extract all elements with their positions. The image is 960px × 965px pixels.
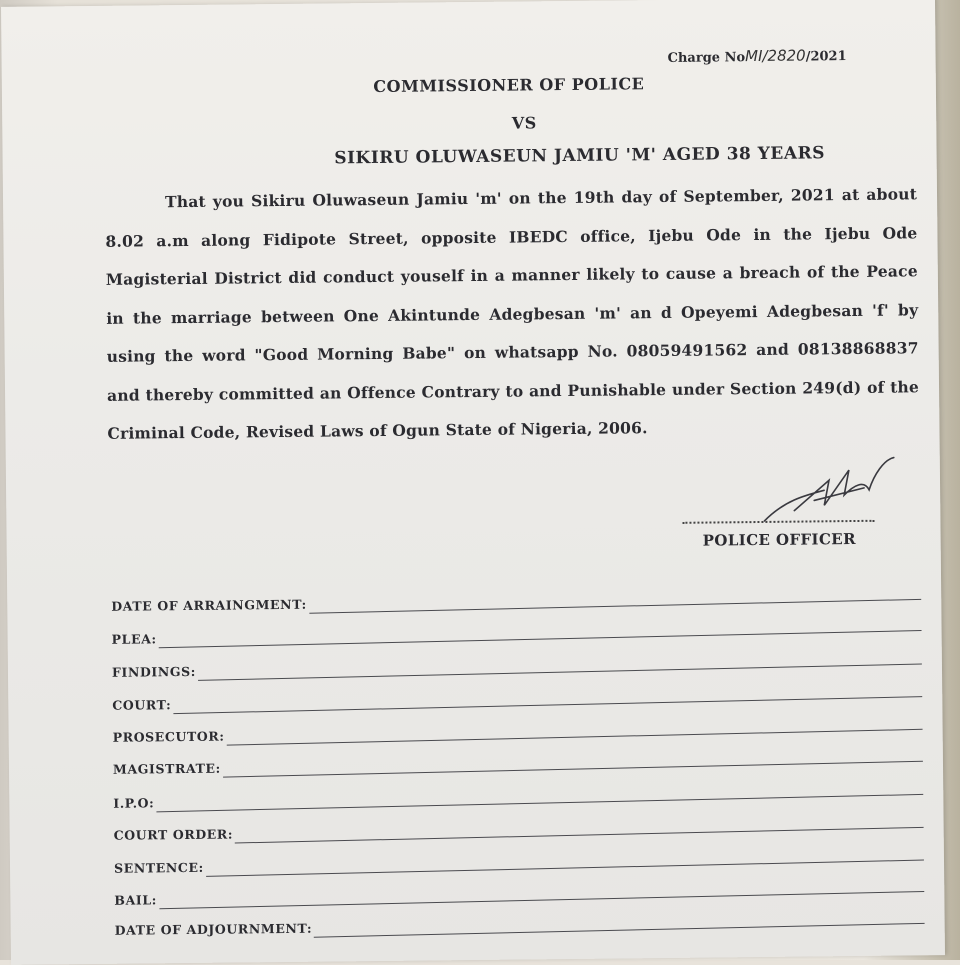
field-label: DATE OF ADJOURNMENT: [114,920,313,938]
field-line[interactable] [314,923,924,938]
field-line[interactable] [206,860,924,877]
field-plea [111,616,921,648]
field-bail [114,877,924,909]
field-line[interactable] [235,827,923,844]
charge-sheet [1,0,945,965]
field-date-of-arraignment [111,583,921,615]
field-line[interactable] [156,794,923,812]
field-magistrate [113,746,923,778]
field-label: PLEA: [111,631,157,647]
field-label: SENTENCE: [113,859,204,876]
field-prosecutor [113,714,923,746]
field-line[interactable] [159,630,922,648]
signature-scribble [754,449,905,531]
field-label: COURT ORDER: [113,826,234,843]
field-court [112,682,922,714]
field-date-of-adjournment [115,907,925,939]
field-line[interactable] [227,729,923,746]
charge-year: /2021 [805,49,847,65]
field-findings [112,649,922,681]
field-line[interactable] [309,599,921,614]
charge-number [667,46,846,66]
versus-heading: VS [511,113,537,133]
police-officer-label: POLICE OFFICER [702,529,857,550]
field-line[interactable] [159,891,924,909]
charge-statement: That you Sikiru Oluwaseun Jamiu 'm' on the 19th day of September, 2021 at about 8.02 a.m along Fidipote Street, opposite IBEDC office, Ijebu Ode in the Ijebu Ode Magisterial District did conduct youself in a manner likely to cause a breach of the Peace in the marriage between One Akintunde Adegbesan 'm' an d Opeyemi Adegbesan 'f' by using the word "Good Morning Babe" on whatsapp No. 08059491562 and 08138868837 and thereby committed an Offence Contrary to and Punishable under Section 249(d) of the Criminal Code, Revised Laws of Ogun State of Nigeria, 2006. [105,184,920,443]
field-court-order [114,812,924,844]
defendant-heading: SIKIRU OLUWASEUN JAMIU 'M' AGED 38 YEARS [334,143,826,169]
complainant-heading: COMMISSIONER OF POLICE [373,74,645,97]
field-label: BAIL: [114,892,157,908]
field-label: MAGISTRATE: [112,760,221,777]
charge-number-handwritten: MI/2820 [744,46,806,66]
field-label: I.P.O: [113,795,155,811]
field-line[interactable] [198,663,922,680]
field-ipo [113,780,923,812]
charge-label: Charge No [667,50,746,66]
field-sentence [114,845,924,877]
field-label: COURT: [112,697,172,713]
field-label: PROSECUTOR: [112,728,225,745]
field-label: FINDINGS: [111,663,197,680]
field-label: DATE OF ARRAINGMENT: [111,596,307,614]
field-line[interactable] [173,696,922,714]
field-line[interactable] [223,761,923,778]
